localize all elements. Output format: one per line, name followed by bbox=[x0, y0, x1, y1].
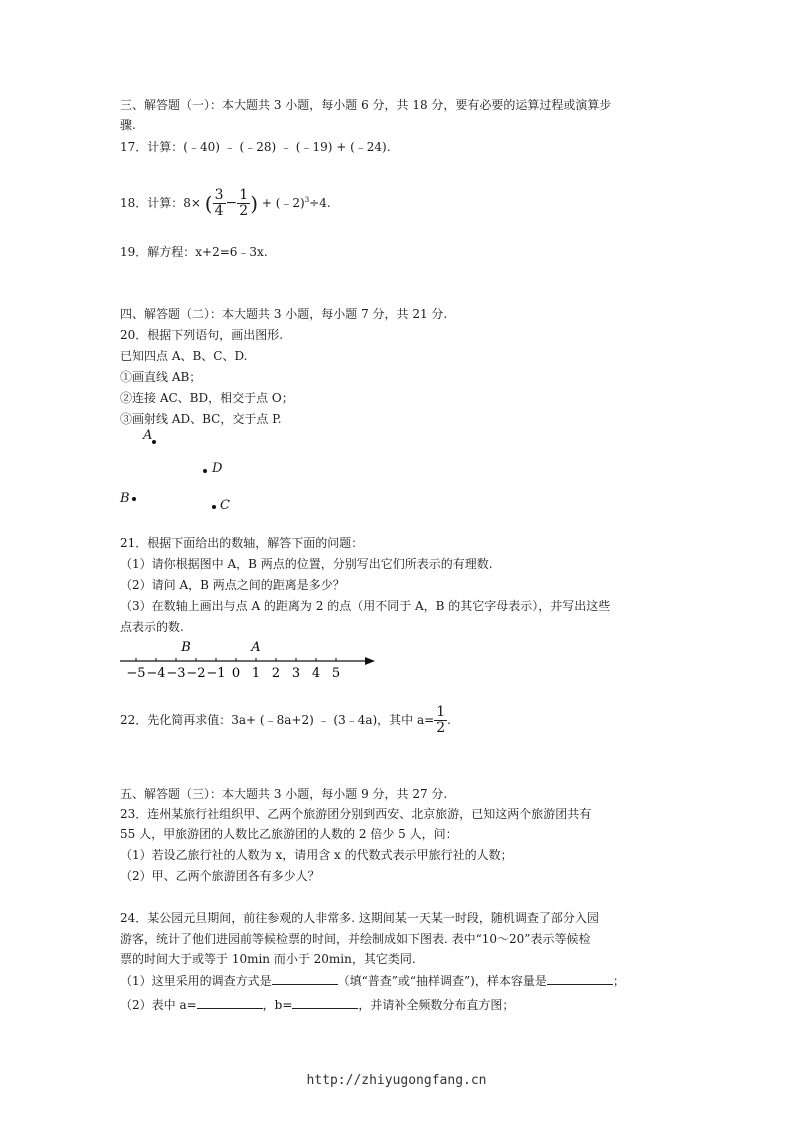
q20-line3: ①画直线 AB； bbox=[120, 370, 202, 384]
axis-tick-label: 5 bbox=[331, 666, 341, 681]
q18-minus: − bbox=[225, 195, 238, 211]
question-17: 17．计算：(﹣40) ﹣ (﹣28) ﹣ (﹣19) + (﹣24). bbox=[120, 140, 391, 154]
q18-frac1-numerator: 3 bbox=[214, 187, 224, 203]
axis-tick-label: 1 bbox=[251, 666, 261, 681]
axis-label-b: B bbox=[181, 640, 191, 655]
point-c-dot bbox=[212, 505, 216, 509]
q24-line4 bbox=[120, 972, 625, 989]
footer-url[interactable]: http://zhiyugongfang.cn bbox=[306, 1073, 487, 1088]
q22-denominator: 2 bbox=[436, 720, 446, 736]
q21-line4: （3）在数轴上画出与点 A 的距离为 2 的点（用不同于 A，B 的其它字母表示），并写出这些 bbox=[120, 599, 611, 613]
q22-suffix: . bbox=[447, 713, 451, 727]
q21-line5: 点表示的数. bbox=[120, 620, 184, 634]
point-a-dot bbox=[152, 440, 156, 444]
axis-tick-label: −4 bbox=[146, 666, 166, 681]
point-d-dot bbox=[203, 469, 207, 473]
q23-line3: （1）若设乙旅行社的人数为 x，请用含 x 的代数式表示甲旅行社的人数； bbox=[120, 848, 513, 862]
axis-label-a: A bbox=[251, 640, 261, 655]
survey-method-blank[interactable] bbox=[272, 972, 338, 985]
q18-exponent: 3 bbox=[304, 196, 310, 204]
q18-frac1-denominator: 4 bbox=[214, 203, 224, 219]
q20-line2: 已知四点 A、B、C、D. bbox=[120, 349, 248, 363]
axis-tick-label: 2 bbox=[271, 666, 281, 681]
q18-fraction-1 bbox=[213, 188, 226, 219]
q24-l4-part-c: ； bbox=[612, 974, 625, 988]
q24-line2: 游客，统计了他们进园前等候检票的时间，并绘制成如下图表. 表中“10～20”表示等候检 bbox=[120, 932, 591, 946]
q23-line1: 23．连州某旅行社组织甲、乙两个旅游团分别到西安、北京旅游，已知这两个旅游团共有 bbox=[120, 807, 592, 821]
axis-tick-label: −5 bbox=[126, 666, 146, 681]
axis-tick-label: −2 bbox=[186, 666, 206, 681]
q20-line4: ②连接 AC、BD，相交于点 O； bbox=[120, 391, 294, 405]
q18-prefix: 18．计算：8× bbox=[120, 196, 201, 210]
question-19: 19．解方程：x+2=6﹣3x. bbox=[120, 245, 268, 259]
q23-line4: （2）甲、乙两个旅游团各有多少人？ bbox=[120, 869, 320, 883]
q24-l5-part-a: （2）表中 a= bbox=[120, 998, 197, 1012]
point-a-label: A bbox=[143, 428, 153, 443]
point-b-dot bbox=[132, 497, 136, 501]
q22-numerator: 1 bbox=[436, 704, 446, 720]
q24-l5-part-c: ，并请补全频数分布直方图； bbox=[358, 998, 515, 1012]
question-22 bbox=[120, 704, 451, 736]
value-a-blank[interactable] bbox=[197, 996, 263, 1009]
q21-line1: 21．根据下面给出的数轴，解答下面的问题： bbox=[120, 536, 364, 550]
q18-frac2-numerator: 1 bbox=[239, 187, 249, 203]
q24-line5 bbox=[120, 996, 514, 1013]
number-line bbox=[115, 636, 385, 686]
q21-line2: （1）请你根据图中 A，B 两点的位置，分别写出它们所表示的有理数. bbox=[120, 557, 493, 571]
q18-frac2-denominator: 2 bbox=[239, 203, 249, 219]
q18-tail: ÷4. bbox=[309, 196, 331, 210]
point-d-label: D bbox=[212, 461, 223, 476]
q18-paren-close: ) bbox=[250, 191, 258, 216]
section4-heading: 四、解答题（二）：本大题共 3 小题，每小题 7 分，共 21 分. bbox=[120, 307, 448, 321]
q18-paren-open: ( bbox=[204, 191, 213, 216]
section3-heading-line1: 三、解答题（一）：本大题共 3 小题，每小题 6 分，共 18 分，要有必要的运算过程或演算步 bbox=[120, 98, 612, 112]
q22-fraction bbox=[434, 705, 447, 736]
axis-tick-label: 4 bbox=[311, 666, 321, 681]
q22-prefix: 22．先化简再求值：3a+ (﹣8a+2) ﹣ (3﹣4a)，其中 a= bbox=[120, 713, 435, 727]
question-18 bbox=[120, 184, 331, 220]
q18-rest: + (﹣2) bbox=[261, 196, 305, 210]
q24-line1: 24．某公园元旦期间，前往参观的人非常多. 这期间某一天某一时段，随机调查了部分入园 bbox=[120, 911, 599, 925]
axis-tick-label: 3 bbox=[291, 666, 301, 681]
q24-l4-part-b: （填“普查”或“抽样调查”)，样本容量是 bbox=[337, 974, 547, 988]
q24-l4-part-a: （1）这里采用的调查方式是 bbox=[120, 974, 272, 988]
point-b-label: B bbox=[120, 491, 130, 506]
q20-line1: 20．根据下列语句，画出图形. bbox=[120, 328, 284, 342]
point-c-label: C bbox=[220, 498, 230, 513]
section5-heading: 五、解答题（三）：本大题共 3 小题，每小题 9 分，共 27 分. bbox=[120, 787, 448, 801]
q21-line3: （2）请问 A，B 两点之间的距离是多少？ bbox=[120, 578, 345, 592]
axis-tick-label: −1 bbox=[206, 666, 226, 681]
number-line-arrow bbox=[365, 657, 375, 665]
value-b-blank[interactable] bbox=[292, 996, 358, 1009]
section3-heading-line2: 骤. bbox=[120, 118, 136, 132]
axis-tick-label: 0 bbox=[231, 666, 241, 681]
axis-tick-label: −3 bbox=[166, 666, 186, 681]
q20-line5: ③画射线 AD、BC，交于点 P. bbox=[120, 412, 282, 426]
q23-line2: 55 人，甲旅游团的人数比乙旅游团的人数的 2 倍少 5 人，问： bbox=[120, 827, 458, 841]
q24-line3: 票的时间大于或等于 10min 而小于 20min，其它类同. bbox=[120, 952, 416, 966]
q24-l5-part-b: ，b= bbox=[262, 998, 293, 1012]
q18-fraction-2 bbox=[237, 188, 250, 219]
sample-size-blank[interactable] bbox=[547, 972, 613, 985]
